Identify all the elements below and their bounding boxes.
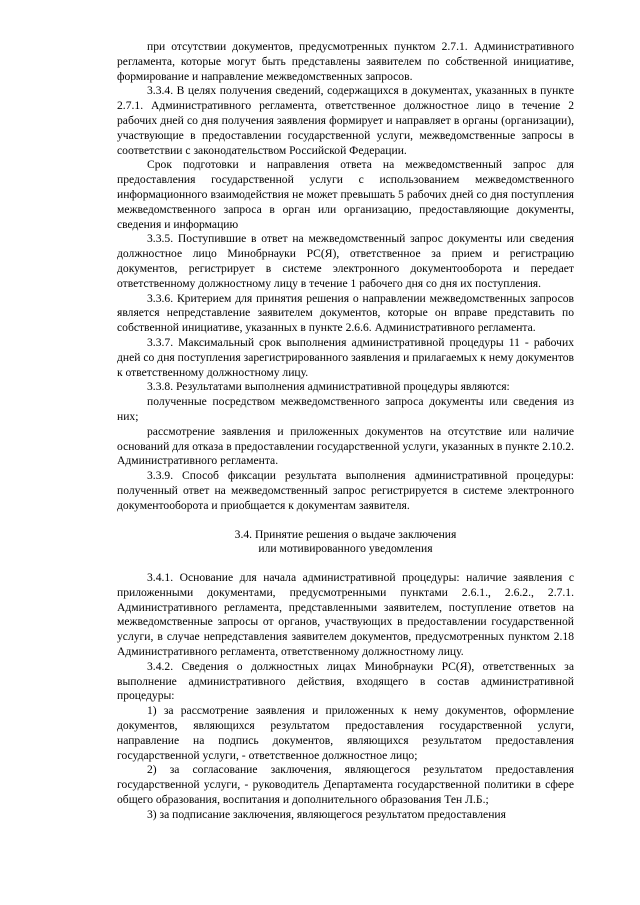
- paragraphs-before: [117, 40, 574, 514]
- paragraph: при отсутствии документов, предусмотренных пунктом 2.7.1. Административного регламента, которые могут быть представлены заявителем по собственной инициативе, формирование и направление межведомственных запросов.: [117, 40, 574, 83]
- paragraph: 3) за подписание заключения, являющегося результатом предоставления: [147, 807, 506, 821]
- paragraph: 1) за рассмотрение заявления и приложенных к нему документов, оформление документов, являющихся результатом предоставления государственной услуги, направление на подпись документов, являющихся результатом предоставления государственной услуги, - ответственное должностное лицо;: [117, 704, 574, 762]
- section-heading-line2: или мотивированного уведомления: [258, 542, 433, 556]
- section-heading: [117, 528, 574, 558]
- paragraph: рассмотрение заявления и приложенных документов на отсутствие или наличие оснований для отказа в предоставлении государственной услуги, указанных в пункте 2.10.2. Административного регламента.: [117, 424, 574, 468]
- paragraph: 3.3.5. Поступившие в ответ на межведомственный запрос документы или сведения должностное лицо Минобрнауки РС(Я), ответственное за прием и регистрацию документов, регистрирует в системе электронного документооборота и передает ответственному должностному лицу в течение 1 рабочего дня со дня их поступления.: [117, 232, 574, 290]
- paragraph: 3.3.4. В целях получения сведений, содержащихся в документах, указанных в пункте 2.7.1. Административного регламента, ответственное должностное лицо в течение 2 рабочих дней со дня получения заявления формирует и направляет в органы (организации), участвующие в предоставлении государственной услуги, межведомственные запросы в соответствии с законодательством Российской Федерации.: [117, 84, 574, 157]
- paragraphs-after: [117, 571, 574, 823]
- paragraph: 3.4.1. Основание для начала административной процедуры: наличие заявления с приложенными документами, предусмотренными пунктами 2.6.1., 2.6.2., 2.7.1. Административного регламента, представленными заявителем, поступление ответов на межведомственные запросы от органов, участвующих в предоставлении государственной услуги, в случае непредставления заявителем документов, предусмотренных пунктом 2.18 Административного регламента, ответственному должностному лицу.: [117, 571, 574, 659]
- paragraph: 3.3.7. Максимальный срок выполнения административной процедуры 11 - рабочих дней со дня поступления зарегистрированного заявления и прилагаемых к нему документов к ответственному должностному лицу.: [117, 335, 574, 379]
- section-heading-line1: 3.4. Принятие решения о выдаче заключения: [234, 527, 457, 541]
- paragraph: 3.3.6. Критерием для принятия решения о направлении межведомственных запросов является непредставление заявителем документов, которые он вправе представить по собственной инициативе, указанных в пункте 2.6.6. Административного регламента.: [117, 291, 574, 335]
- paragraph: 3.3.8. Результатами выполнения административной процедуры являются:: [147, 380, 510, 394]
- paragraph: полученные посредством межведомственного запроса документы или сведения из них;: [117, 395, 574, 423]
- paragraph: Срок подготовки и направления ответа на межведомственный запрос для предоставления государственной услуги с использованием межведомственного информационного взаимодействия не может превышать 5 рабочих дней со дня поступления межведомственного запроса в орган или организацию, предоставляющие документы, сведения и информацию: [117, 158, 574, 231]
- paragraph: 3.3.9. Способ фиксации результата выполнения административной процедуры: полученный ответ на межведомственный запрос регистрируется в системе электронного документооборота и приобщается к документам заявителя.: [117, 469, 574, 512]
- paragraph: 2) за согласование заключения, являющегося результатом предоставления государственной услуги, - руководитель Департамента государственной политики в сфере общего образования, воспитания и дополнительного образования Тен Л.Б.;: [117, 763, 574, 807]
- paragraph: 3.4.2. Сведения о должностных лицах Минобрнауки РС(Я), ответственных за выполнение административного действия, входящего в состав административной процедуры:: [117, 659, 574, 703]
